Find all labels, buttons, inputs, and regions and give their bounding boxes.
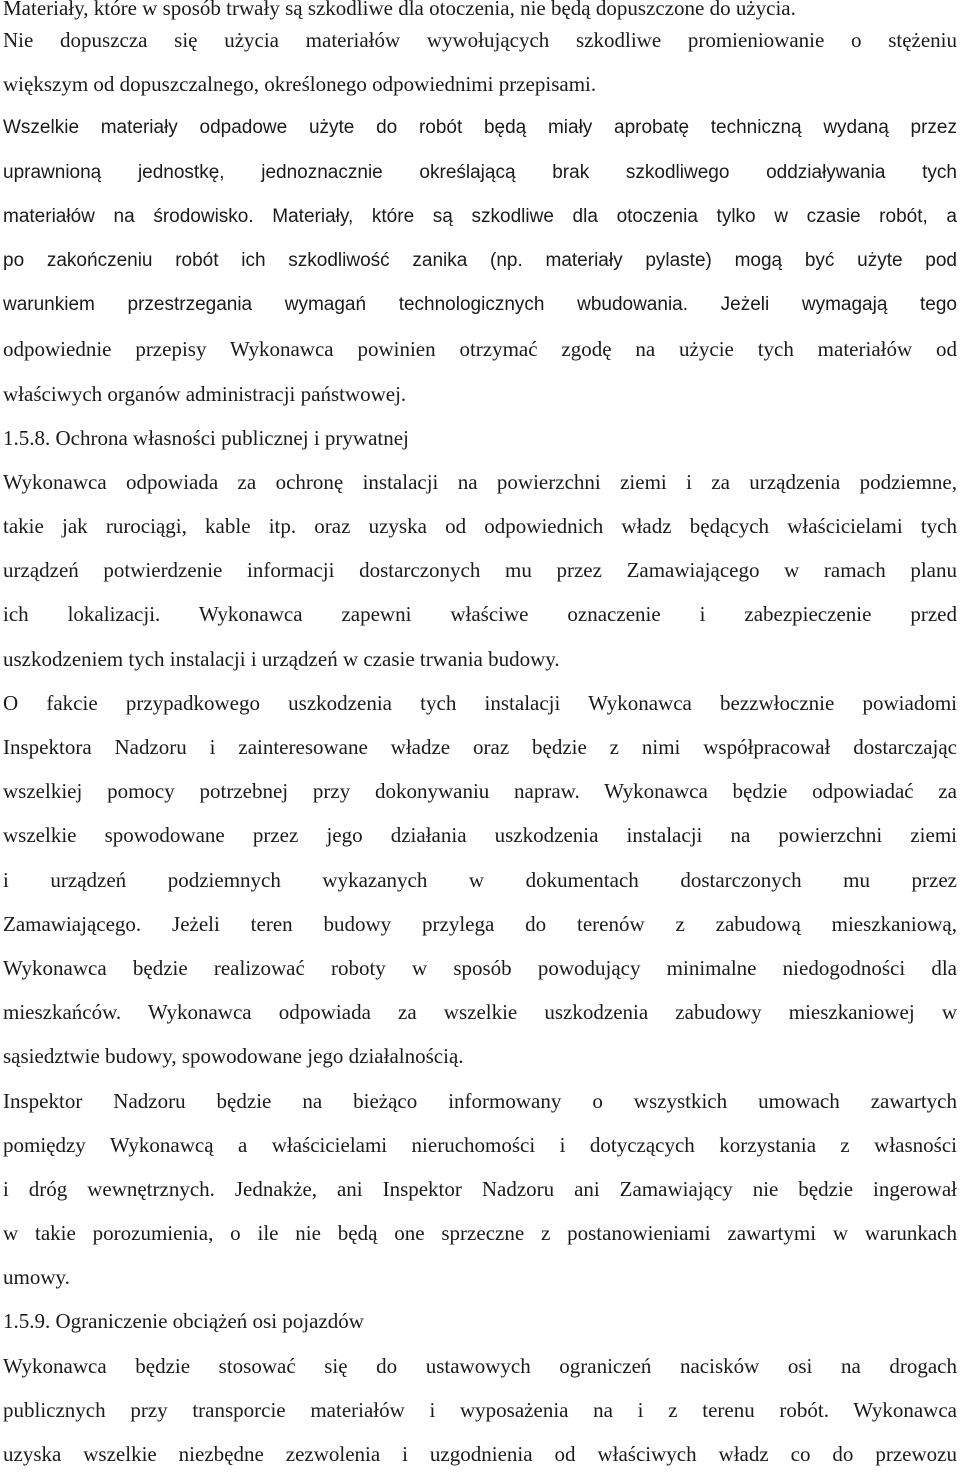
section-heading: 1.5.9. Ograniczenie obciążeń osi pojazdów (3, 1309, 364, 1334)
text-line: publicznych przy transporcie materiałów i wyposażenia na i z terenu robót. Wykonawca (3, 1397, 957, 1422)
text-line: wszelkie spowodowane przez jego działania uszkodzenia instalacji na powierzchni ziemi (3, 823, 957, 848)
text-line: mieszkańców. Wykonawca odpowiada za wszelkie uszkodzenia zabudowy mieszkaniowej w (3, 1000, 957, 1025)
text-line: Wykonawca odpowiada za ochronę instalacji na powierzchni ziemi i za urządzenia podziemne, (3, 469, 957, 494)
text-line: O fakcie przypadkowego uszkodzenia tych instalacji Wykonawca bezzwłocznie powiadomi (3, 690, 957, 715)
text-line: uzyska wszelkie niezbędne zezwolenia i uzgodnienia od właściwych władz co do przewozu (3, 1442, 957, 1466)
text-line: Wykonawca będzie stosować się do ustawowych ograniczeń nacisków osi na drogach (3, 1353, 957, 1378)
text-line: i urządzeń podziemnych wykazanych w dokumentach dostarczonych mu przez (3, 867, 957, 892)
text-line: Wszelkie materiały odpadowe użyte do robót będą miały aprobatę techniczną wydaną przez (3, 117, 957, 139)
text-line: materiałów na środowisko. Materiały, które są szkodliwe dla otoczenia tylko w czasie robót, a (3, 205, 957, 227)
text-line: Inspektora Nadzoru i zainteresowane władze oraz będzie z nimi współpracował dostarczając (3, 735, 957, 759)
text-line: właściwych organów administracji państwowej. (3, 381, 407, 406)
text-line: Nie dopuszcza się użycia materiałów wywołujących szkodliwe promieniowanie o stężeniu (3, 28, 957, 52)
text-line: uprawnioną jednostkę, jednoznacznie określającą brak szkodliwego oddziaływania tych (3, 161, 957, 183)
text-line: warunkiem przestrzegania wymagań technologicznych wbudowania. Jeżeli wymagają tego (3, 294, 957, 316)
text-line: odpowiednie przepisy Wykonawca powinien otrzymać zgodę na użycie tych materiałów od (3, 337, 957, 362)
text-line: urządzeń potwierdzenie informacji dostarczonych mu przez Zamawiającego w ramach planu (3, 558, 957, 583)
text-line: pomiędzy Wykonawcą a właścicielami nieruchomości i dotyczących korzystania z własności (3, 1132, 957, 1157)
text-line: umowy. (3, 1265, 70, 1290)
text-line: sąsiedztwie budowy, spowodowane jego działalnością. (3, 1044, 464, 1069)
text-line: Materiały, które w sposób trwały są szkodliwe dla otoczenia, nie będą dopuszczone do użycia. (3, 0, 796, 20)
text-line: Wykonawca będzie realizować roboty w sposób powodujący minimalne niedogodności dla (3, 955, 957, 980)
text-line: ich lokalizacji. Wykonawca zapewni właściwe oznaczenie i zabezpieczenie przed (3, 602, 957, 627)
text-line: po zakończeniu robót ich szkodliwość zanika (np. materiały pylaste) mogą być użyte pod (3, 249, 957, 271)
text-line: Zamawiającego. Jeżeli teren budowy przylega do terenów z zabudową mieszkaniową, (3, 911, 957, 936)
text-line: i dróg wewnętrznych. Jednakże, ani Inspektor Nadzoru ani Zamawiający nie będzie ingerował (3, 1176, 957, 1201)
text-line: Inspektor Nadzoru będzie na bieżąco informowany o wszystkich umowach zawartych (3, 1088, 957, 1113)
document-page (3, 0, 957, 1476)
text-line: wszelkiej pomocy potrzebnej przy dokonywaniu napraw. Wykonawca będzie odpowiadać za (3, 779, 957, 804)
text-line: takie jak rurociągi, kable itp. oraz uzyska od odpowiednich władz będących właścicielami tych (3, 514, 957, 539)
text-line: w takie porozumienia, o ile nie będą one sprzeczne z postanowieniami zawartymi w warunkach (3, 1221, 957, 1246)
text-line: większym od dopuszczalnego, określonego odpowiednimi przepisami. (3, 72, 597, 97)
section-heading: 1.5.8. Ochrona własności publicznej i prywatnej (3, 425, 409, 450)
text-line: uszkodzeniem tych instalacji i urządzeń w czasie trwania budowy. (3, 646, 560, 671)
